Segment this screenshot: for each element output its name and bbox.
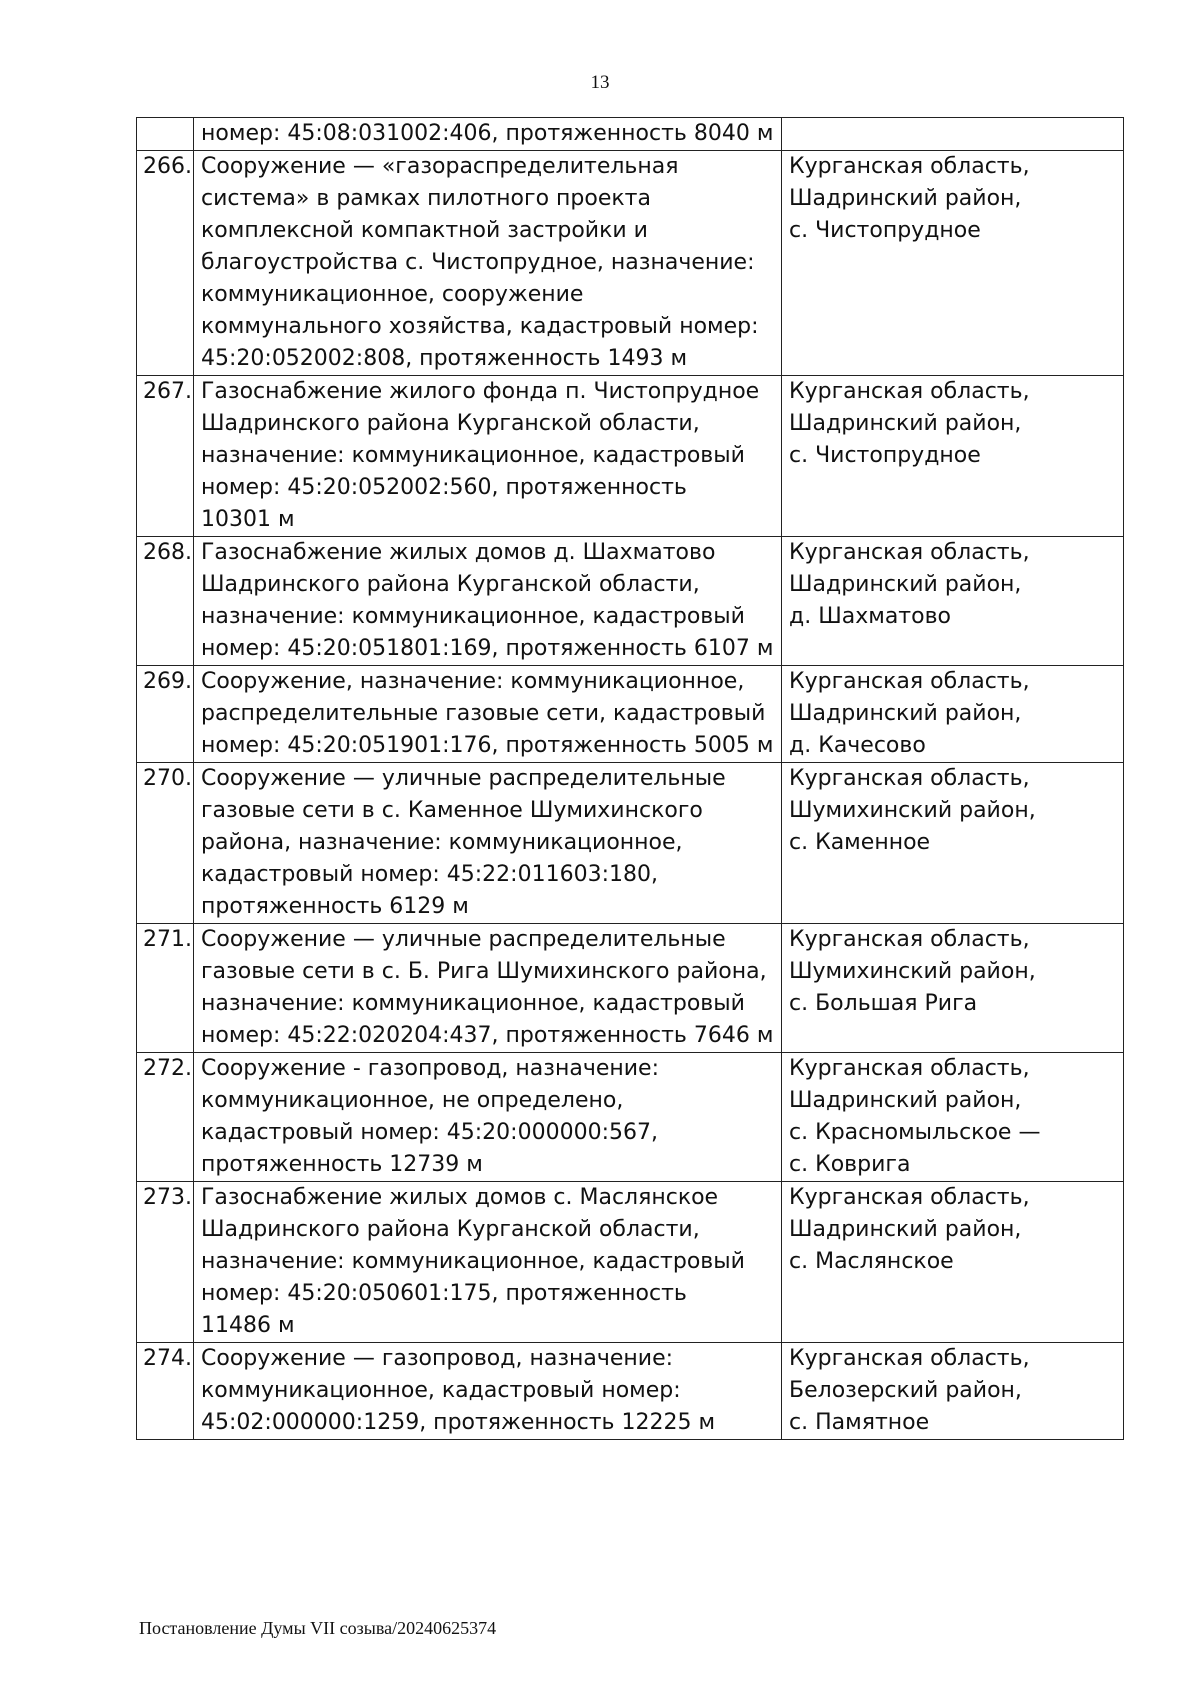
table-row (137, 151, 1124, 376)
row-number: 271. (137, 924, 194, 1053)
page-number: 13 (590, 72, 610, 93)
object-location (782, 118, 1124, 151)
object-description: Сооружение — уличные распределительные газовые сети в с. Каменное Шумихинского района, назначение: коммуникационное, кадастровый номер: 45:22:011603:180, протяженность 6129 м (194, 763, 782, 924)
row-number: 274. (137, 1343, 194, 1440)
table-row (137, 1053, 1124, 1182)
table-row (137, 118, 1124, 151)
object-location: Курганская область, Шадринский район, с. Красномыльское — с. Коврига (782, 1053, 1124, 1182)
object-location: Курганская область, Шадринский район, с. Маслянское (782, 1182, 1124, 1343)
row-number: 269. (137, 666, 194, 763)
table-row (137, 1343, 1124, 1440)
document-footer: Постановление Думы VII созыва/20240625374 (139, 1618, 497, 1638)
row-number: 267. (137, 376, 194, 537)
table-row (137, 924, 1124, 1053)
row-number: 266. (137, 151, 194, 376)
row-number: 272. (137, 1053, 194, 1182)
object-description: Сооружение - газопровод, назначение: коммуникационное, не определено, кадастровый номер: 45:20:000000:567, протяженность 12739 м (194, 1053, 782, 1182)
property-registry-table (136, 117, 1124, 1440)
row-number: 270. (137, 763, 194, 924)
object-description: Газоснабжение жилого фонда п. Чистопрудное Шадринского района Курганской области, назначение: коммуникационное, кадастровый номер: 45:20:052002:560, протяженность 10301 м (194, 376, 782, 537)
row-number: 273. (137, 1182, 194, 1343)
object-description: Газоснабжение жилых домов д. Шахматово Шадринского района Курганской области, назначение: коммуникационное, кадастровый номер: 45:20:051801:169, протяженность 6107 м (194, 537, 782, 666)
object-location: Курганская область, Шадринский район, с. Чистопрудное (782, 376, 1124, 537)
object-location: Курганская область, Шадринский район, д. Качесово (782, 666, 1124, 763)
object-location: Курганская область, Шумихинский район, с. Каменное (782, 763, 1124, 924)
object-description: Сооружение — «газораспределительная система» в рамках пилотного проекта комплексной компактной застройки и благоустройства с. Чистопрудное, назначение: коммуникационное, сооружение коммунального хозяйства, кадастровый номер: 45:20:052002:808, протяженность 1493 м (194, 151, 782, 376)
object-description: Газоснабжение жилых домов с. Маслянское Шадринского района Курганской области, назначение: коммуникационное, кадастровый номер: 45:20:050601:175, протяженность 11486 м (194, 1182, 782, 1343)
object-location: Курганская область, Белозерский район, с. Памятное (782, 1343, 1124, 1440)
table-row (137, 537, 1124, 666)
row-number (137, 118, 194, 151)
object-description: Сооружение — уличные распределительные газовые сети в с. Б. Рига Шумихинского района, назначение: коммуникационное, кадастровый номер: 45:22:020204:437, протяженность 7646 м (194, 924, 782, 1053)
table-row (137, 763, 1124, 924)
object-location: Курганская область, Шадринский район, с. Чистопрудное (782, 151, 1124, 376)
table-row (137, 1182, 1124, 1343)
object-location: Курганская область, Шадринский район, д. Шахматово (782, 537, 1124, 666)
row-number: 268. (137, 537, 194, 666)
object-description: Сооружение, назначение: коммуникационное, распределительные газовые сети, кадастровый номер: 45:20:051901:176, протяженность 5005 м (194, 666, 782, 763)
object-description: номер: 45:08:031002:406, протяженность 8040 м (194, 118, 782, 151)
table-row (137, 666, 1124, 763)
object-location: Курганская область, Шумихинский район, с. Большая Рига (782, 924, 1124, 1053)
object-description: Сооружение — газопровод, назначение: коммуникационное, кадастровый номер: 45:02:000000:1259, протяженность 12225 м (194, 1343, 782, 1440)
table-row (137, 376, 1124, 537)
